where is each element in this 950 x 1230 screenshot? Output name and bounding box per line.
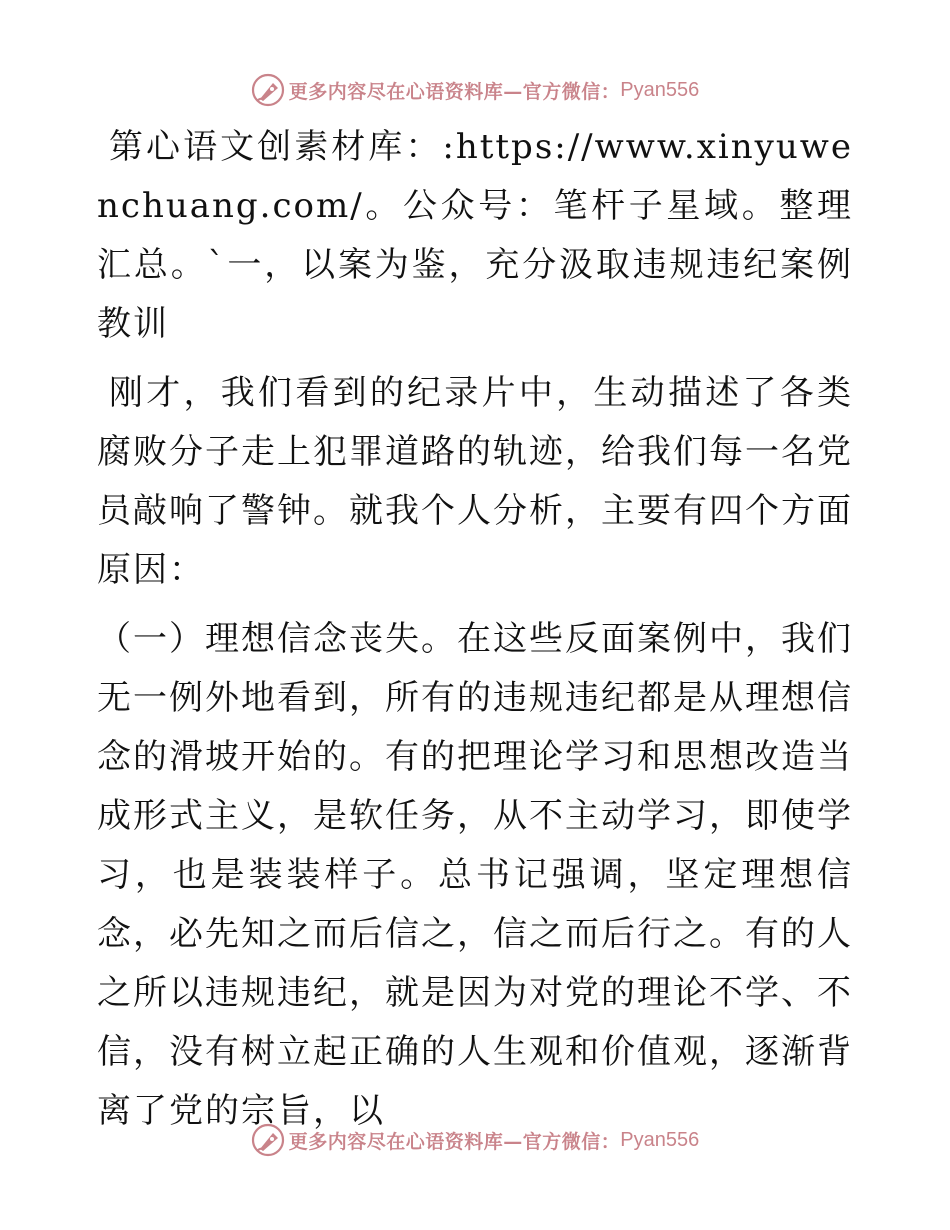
paragraph-analysis: 刚才，我们看到的纪录片中，生动描述了各类腐败分子走上犯罪道路的轨迹，给我们每一名党员敲响了警钟。就我个人分析，主要有四个方面原因： — [97, 373, 853, 590]
pen-nib-logo-icon — [251, 1123, 285, 1157]
paragraph-reason-one: （一）理想信念丧失。在这些反面案例中，我们无一例外地看到，所有的违规违纪都是从理想信念的滑坡开始的。有的把理论学习和思想改造当成形式主义，是软任务，从不主动学习，即使学习，也是装装样子。总书记强调，坚定理想信念，必先知之而后信之，信之而后行之。有的人之所以违规违纪，就是因为对党的理论不学、不信，没有树立起正确的人生观和价值观，逐渐背离了党的宗旨，以 — [97, 619, 853, 1131]
pen-nib-logo-icon — [251, 73, 285, 107]
banner-text: 更多内容尽在心语资料库—官方微信： — [288, 1130, 621, 1153]
paragraph-intro: 第心语文创素材库：:https://www.xinyuwenchuang.com/。公众号：笔杆子星域。整理汇总。`一，以案为鉴，充分汲取违规违纪案例教训 — [97, 127, 853, 344]
footer-banner — [0, 1120, 950, 1160]
wechat-id: Pyan556 — [620, 78, 700, 101]
document-body — [97, 118, 853, 1141]
banner-text: 更多内容尽在心语资料库—官方微信： — [288, 80, 621, 103]
header-banner — [0, 70, 950, 110]
wechat-id: Pyan556 — [620, 1128, 700, 1151]
